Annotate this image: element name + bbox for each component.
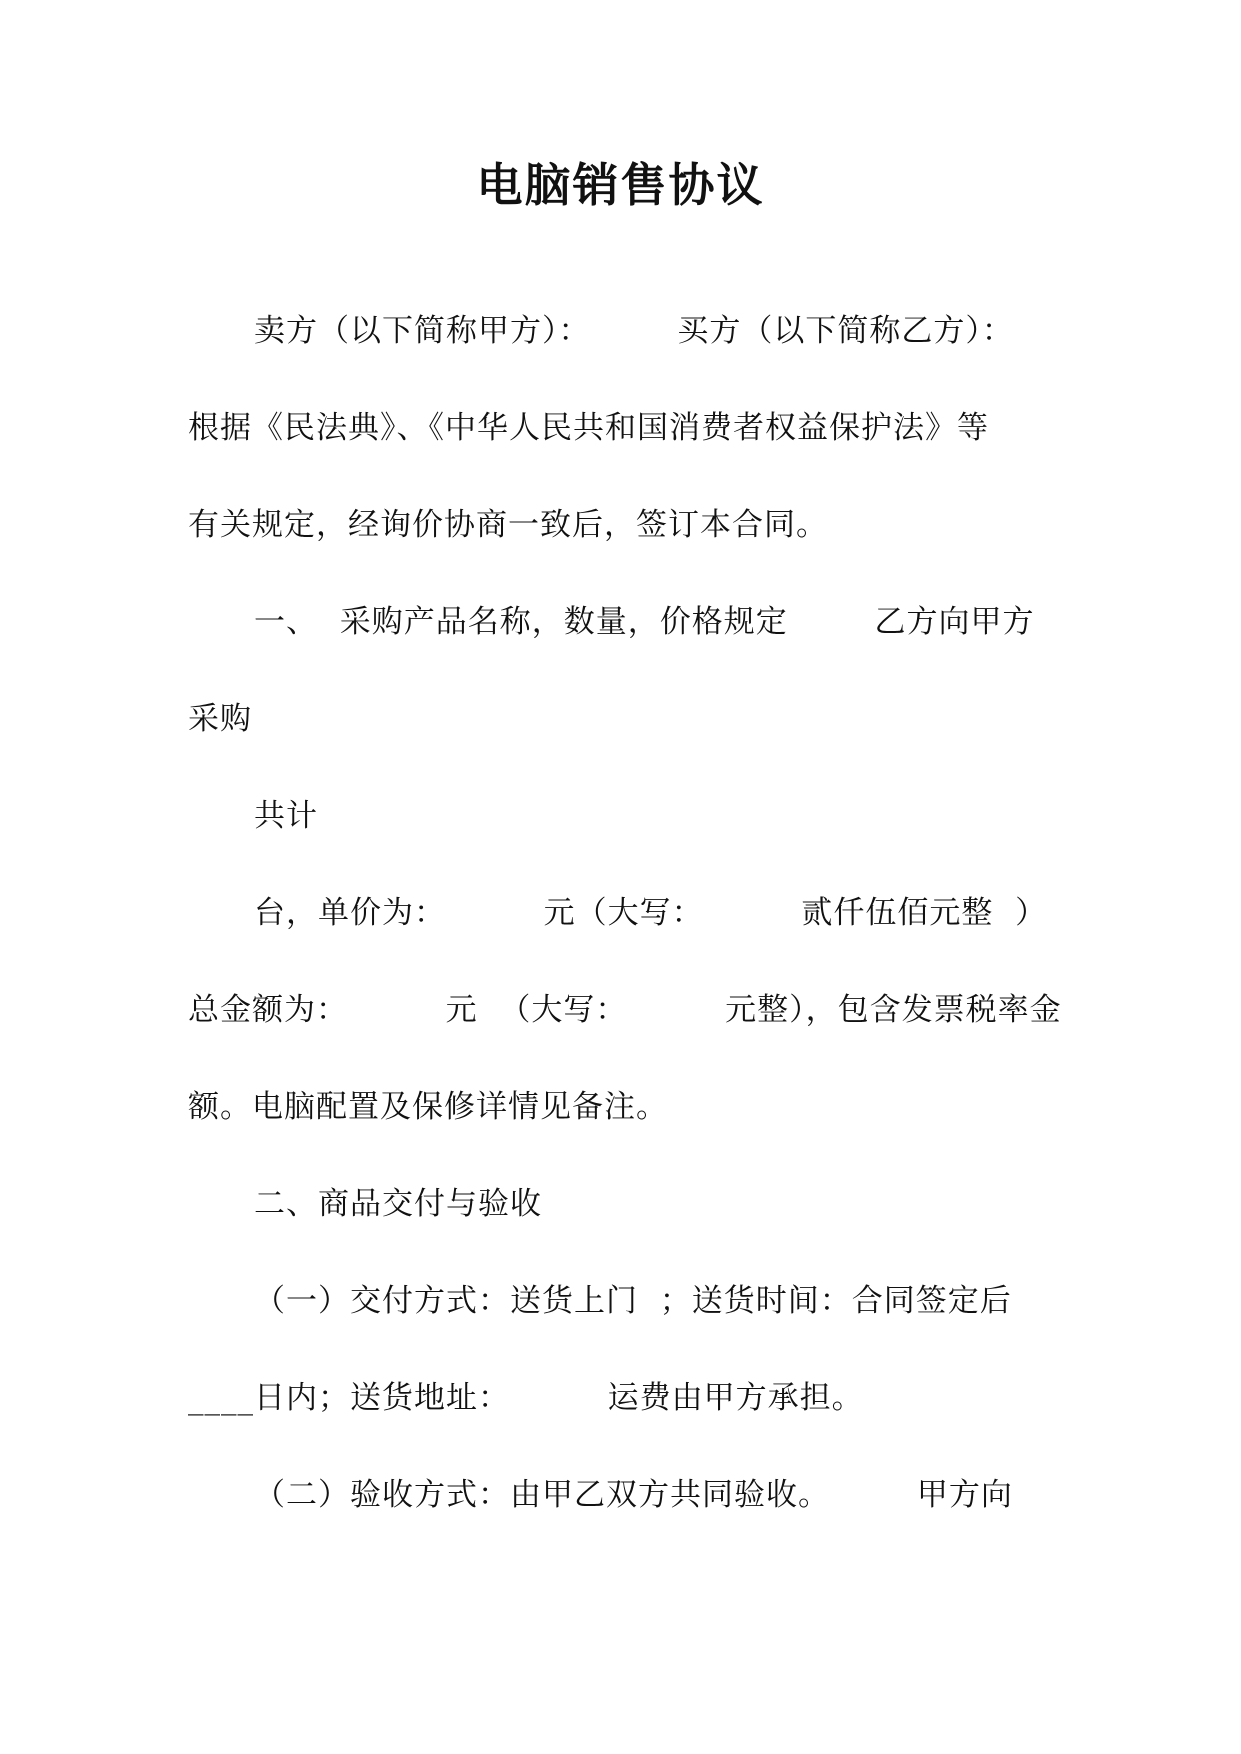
- unit-price-line: 台，单价为： 元（大写： 贰仟伍佰元整 ）: [254, 895, 1048, 931]
- basis-line-2: 有关规定，经询价协商一致后，签订本合同。: [188, 507, 828, 543]
- acceptance-method-line: （二）验收方式：由甲乙双方共同验收。 甲方向: [254, 1477, 1013, 1513]
- parties-line: 卖方（以下简称甲方）： 买方（以下简称乙方）：: [254, 313, 1014, 349]
- section-2-heading: 二、商品交付与验收: [254, 1186, 542, 1222]
- config-note-line: 额。电脑配置及保修详情见备注。: [188, 1089, 668, 1125]
- delivery-address-line: ____日内；送货地址： 运费由甲方承担。: [188, 1380, 864, 1416]
- section-1-heading: 一、 采购产品名称，数量，价格规定 乙方向甲方: [254, 604, 1035, 640]
- section-1-line-2: 采购: [188, 701, 252, 737]
- total-amount-line: 总金额为： 元 （大写： 元整），包含发票税率金: [188, 992, 1062, 1028]
- document-title: 电脑销售协议: [476, 158, 765, 212]
- basis-line-1: 根据《民法典》、《中华人民共和国消费者权益保护法》等: [188, 410, 989, 446]
- delivery-method-line: （一）交付方式：送货上门 ；送货时间：合同签定后: [254, 1283, 1012, 1319]
- quantity-line: 共计: [254, 798, 318, 834]
